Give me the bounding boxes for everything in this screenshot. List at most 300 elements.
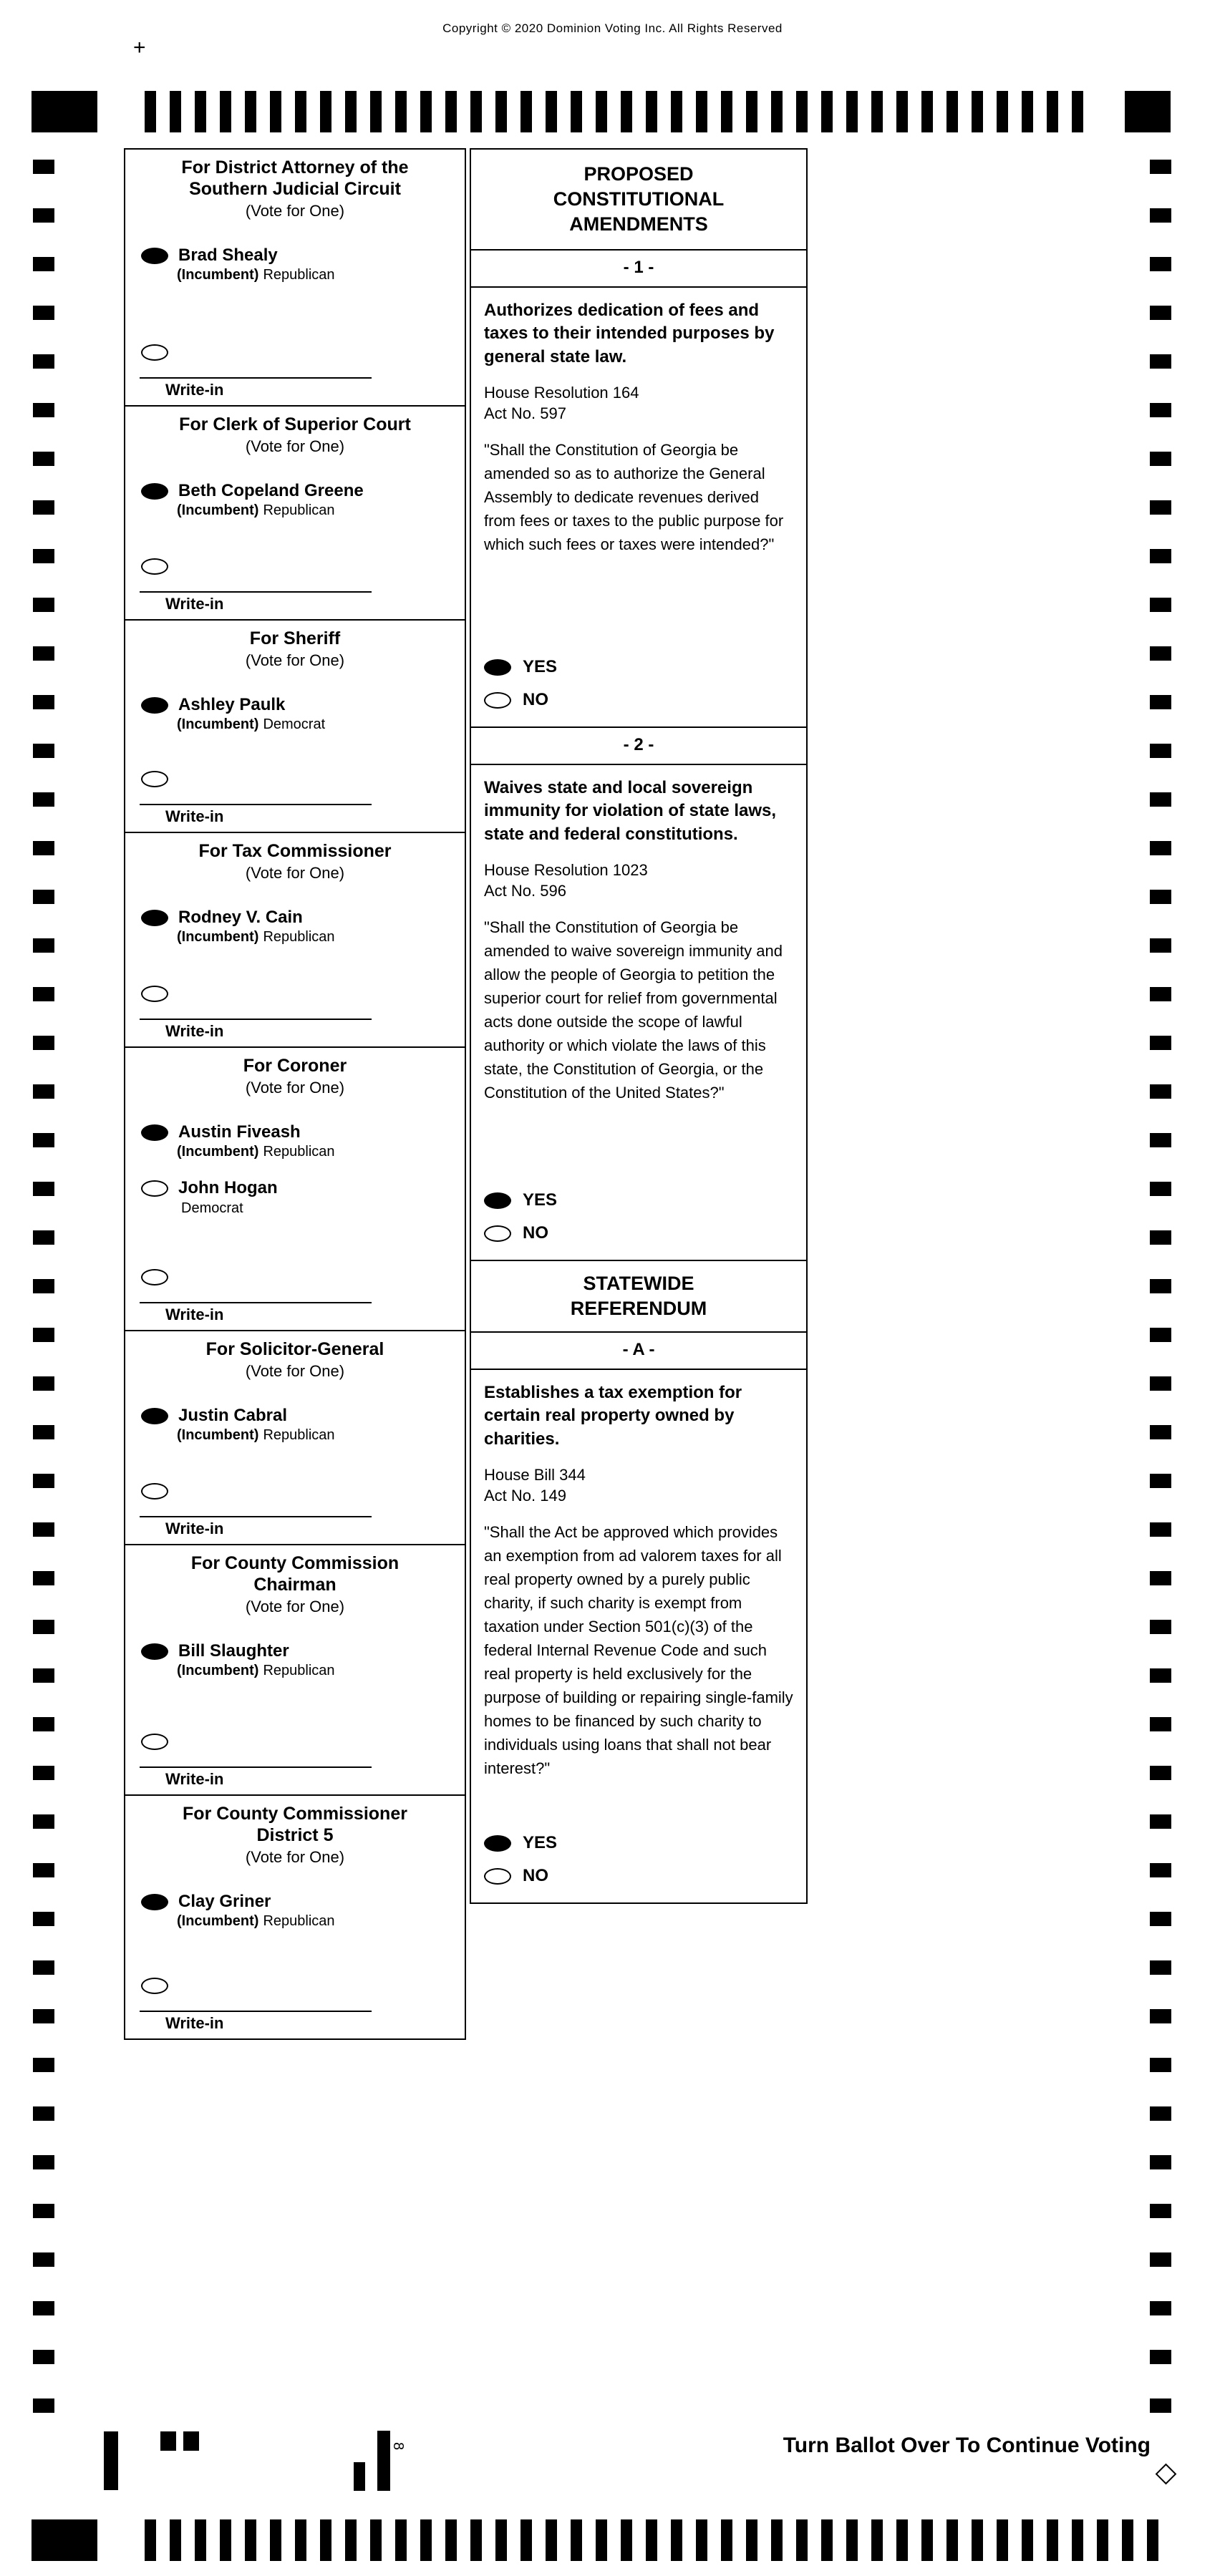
amendments-section-header bbox=[470, 148, 808, 251]
candidate-party bbox=[125, 1427, 465, 1444]
write-in-label: Write-in bbox=[165, 2014, 224, 2032]
timing-mark bbox=[33, 987, 54, 1001]
timing-mark bbox=[33, 1620, 54, 1634]
write-in-line[interactable] bbox=[140, 1766, 372, 1768]
timing-mark bbox=[245, 91, 256, 132]
measure-question: "Shall the Constitution of Georgia be amended so as to authorize the General Assembly to dedicate revenues derived from fees or taxes to the public purpose for which such fees or taxes were intended?" bbox=[484, 441, 784, 554]
timing-mark bbox=[1150, 257, 1171, 271]
yes-option[interactable] bbox=[484, 1184, 793, 1217]
timing-mark bbox=[33, 1522, 54, 1537]
timing-mark bbox=[1150, 160, 1171, 174]
measures-column bbox=[470, 148, 808, 1904]
timing-mark bbox=[33, 257, 54, 271]
race-title-line: For Tax Commissioner bbox=[198, 841, 392, 861]
race-title-line: For District Attorney of the bbox=[181, 157, 409, 178]
write-in-label: Write-in bbox=[165, 1770, 224, 1788]
yes-bubble[interactable] bbox=[484, 1192, 511, 1209]
candidate-party bbox=[125, 1200, 465, 1217]
timing-mark bbox=[354, 2462, 365, 2491]
candidate-option[interactable] bbox=[125, 482, 465, 500]
timing-mark bbox=[33, 306, 54, 320]
timing-mark bbox=[871, 91, 883, 132]
timing-mark bbox=[33, 841, 54, 855]
yes-option[interactable] bbox=[484, 1827, 793, 1860]
incumbent-label: (Incumbent) bbox=[177, 929, 259, 946]
timing-mark bbox=[33, 403, 54, 417]
measure-question: "Shall the Act be approved which provides an exemption from ad valorem taxes for all real property owned by a purely public charity, if such charity is exempt from taxation under Section 501(c)(3) of the federal Internal Revenue Code and such real property is held exclusively for the purpose of building or repairing single-family homes to be financed by such charity to individuals using loans that shall not bear interest?" bbox=[484, 1523, 793, 1778]
measure-summary: Authorizes dedication of fees and taxes to their intended purposes by general state law. bbox=[484, 301, 775, 366]
candidate-bubble[interactable] bbox=[141, 697, 168, 714]
timing-mark bbox=[1150, 1230, 1171, 1245]
party-label: Republican bbox=[263, 1427, 335, 1444]
incumbent-label: (Incumbent) bbox=[177, 267, 259, 283]
timing-mark bbox=[1147, 2519, 1158, 2561]
race-coroner bbox=[124, 1046, 466, 1331]
timing-mark bbox=[1150, 2009, 1171, 2023]
timing-mark bbox=[1150, 1717, 1171, 1731]
write-in-bubble[interactable] bbox=[141, 1978, 168, 1994]
write-in-section bbox=[125, 1269, 465, 1330]
yes-label: YES bbox=[523, 1833, 558, 1852]
write-in-bubble[interactable] bbox=[141, 771, 168, 787]
timing-mark bbox=[896, 2519, 908, 2561]
no-label: NO bbox=[523, 690, 548, 709]
race-title-line: For Sheriff bbox=[249, 628, 341, 648]
candidate-name: Beth Copeland Greene bbox=[178, 481, 364, 500]
timing-mark bbox=[921, 91, 933, 132]
timing-mark bbox=[571, 91, 582, 132]
timing-mark bbox=[32, 2519, 97, 2561]
timing-mark bbox=[746, 91, 757, 132]
party-label: Republican bbox=[263, 267, 335, 283]
candidate-bubble[interactable] bbox=[141, 1180, 168, 1197]
write-in-bubble[interactable] bbox=[141, 1269, 168, 1285]
write-in-section bbox=[125, 986, 465, 1046]
write-in-line[interactable] bbox=[140, 1302, 372, 1303]
candidate-party bbox=[125, 502, 465, 519]
timing-mark bbox=[33, 938, 54, 953]
timing-mark bbox=[1150, 1571, 1171, 1585]
candidate-option[interactable] bbox=[125, 1123, 465, 1142]
timing-mark bbox=[295, 91, 306, 132]
timing-mark bbox=[1150, 1182, 1171, 1196]
timing-mark bbox=[921, 2519, 933, 2561]
timing-mark bbox=[1150, 500, 1171, 515]
candidate-option[interactable] bbox=[125, 246, 465, 265]
write-in-label: Write-in bbox=[165, 807, 224, 825]
vote-for-instruction: (Vote for One) bbox=[245, 651, 345, 669]
timing-mark bbox=[1150, 208, 1171, 223]
race-title bbox=[125, 1552, 465, 1595]
yes-bubble[interactable] bbox=[484, 659, 511, 676]
no-option[interactable] bbox=[484, 684, 793, 716]
write-in-line[interactable] bbox=[140, 1516, 372, 1517]
race-title-line: Chairman bbox=[253, 1575, 336, 1595]
yes-bubble[interactable] bbox=[484, 1835, 511, 1852]
party-label: Democrat bbox=[181, 1200, 243, 1216]
candidate-bubble[interactable] bbox=[141, 910, 168, 926]
timing-mark bbox=[220, 91, 231, 132]
race-title-line: For Coroner bbox=[243, 1056, 347, 1076]
write-in-line[interactable] bbox=[140, 1019, 372, 1020]
candidate-option[interactable] bbox=[125, 1406, 465, 1425]
timing-mark bbox=[195, 91, 206, 132]
timing-mark bbox=[1125, 91, 1171, 132]
candidate-party bbox=[125, 1144, 465, 1160]
no-label: NO bbox=[523, 1866, 548, 1885]
candidate-bubble[interactable] bbox=[141, 483, 168, 500]
timing-mark bbox=[1150, 1474, 1171, 1488]
timing-mark bbox=[1150, 598, 1171, 612]
timing-mark bbox=[1150, 695, 1171, 709]
no-bubble[interactable] bbox=[484, 1225, 511, 1242]
write-in-bubble[interactable] bbox=[141, 344, 168, 361]
timing-mark bbox=[33, 500, 54, 515]
candidate-party bbox=[125, 267, 465, 283]
section-header-line: CONSTITUTIONAL bbox=[553, 188, 725, 210]
candidate-option[interactable] bbox=[125, 696, 465, 714]
timing-mark bbox=[33, 2155, 54, 2169]
timing-mark bbox=[946, 2519, 958, 2561]
timing-mark bbox=[495, 2519, 507, 2561]
timing-mark bbox=[470, 91, 482, 132]
referendum-section-header bbox=[470, 1260, 808, 1333]
measure-reference-line: Act No. 596 bbox=[484, 881, 566, 900]
timing-mark bbox=[33, 160, 54, 174]
candidate-bubble[interactable] bbox=[141, 1408, 168, 1424]
candidate-option[interactable] bbox=[125, 908, 465, 927]
timing-mark bbox=[696, 91, 707, 132]
timing-mark bbox=[1150, 2398, 1171, 2413]
write-in-line[interactable] bbox=[140, 2011, 372, 2012]
race-title-line: For Clerk of Superior Court bbox=[179, 414, 411, 434]
write-in-bubble[interactable] bbox=[141, 1483, 168, 1500]
write-in-label: Write-in bbox=[165, 1520, 224, 1537]
timing-mark bbox=[445, 2519, 457, 2561]
race-clerk-superior-court bbox=[124, 405, 466, 621]
timing-mark bbox=[596, 91, 607, 132]
timing-mark bbox=[270, 91, 281, 132]
vote-for-instruction: (Vote for One) bbox=[245, 1362, 345, 1380]
timing-mark bbox=[1072, 91, 1083, 132]
candidate-party bbox=[125, 1663, 465, 1679]
timing-mark bbox=[796, 91, 808, 132]
race-title-line: For Solicitor-General bbox=[205, 1339, 384, 1359]
no-option[interactable] bbox=[484, 1217, 793, 1250]
timing-mark bbox=[1150, 1522, 1171, 1537]
timing-mark bbox=[33, 1036, 54, 1050]
referendum-a bbox=[470, 1331, 808, 1904]
timing-mark bbox=[546, 2519, 557, 2561]
timing-mark bbox=[821, 2519, 833, 2561]
timing-mark bbox=[33, 2350, 54, 2364]
timing-mark bbox=[972, 91, 983, 132]
timing-mark bbox=[771, 91, 783, 132]
write-in-bubble[interactable] bbox=[141, 986, 168, 1002]
amendment-1 bbox=[470, 249, 808, 728]
timing-mark bbox=[1150, 1912, 1171, 1926]
timing-mark bbox=[145, 91, 156, 132]
candidate-name: Rodney V. Cain bbox=[178, 908, 303, 927]
candidate-bubble[interactable] bbox=[141, 1894, 168, 1910]
timing-mark bbox=[520, 91, 532, 132]
candidate-races-column bbox=[124, 148, 466, 2040]
timing-mark bbox=[821, 91, 833, 132]
timing-mark bbox=[33, 1328, 54, 1342]
amendment-2 bbox=[470, 726, 808, 1261]
timing-mark bbox=[1150, 646, 1171, 661]
timing-mark bbox=[1047, 2519, 1058, 2561]
timing-mark bbox=[420, 91, 432, 132]
section-header-line: AMENDMENTS bbox=[569, 213, 708, 235]
write-in-section bbox=[125, 344, 465, 405]
timing-mark bbox=[370, 2519, 382, 2561]
race-title bbox=[125, 840, 465, 862]
write-in-bubble[interactable] bbox=[141, 558, 168, 575]
measure-summary: Waives state and local sovereign immunity for violation of state laws, state and federal constitutions. bbox=[484, 778, 777, 844]
timing-mark bbox=[270, 2519, 281, 2561]
timing-mark bbox=[33, 1084, 54, 1099]
measure-reference-line: House Resolution 1023 bbox=[484, 861, 648, 880]
timing-mark bbox=[646, 91, 657, 132]
timing-mark bbox=[33, 792, 54, 807]
timing-mark bbox=[596, 2519, 607, 2561]
yes-option[interactable] bbox=[484, 651, 793, 684]
timing-mark bbox=[170, 2519, 181, 2561]
timing-mark bbox=[33, 1133, 54, 1147]
write-in-section bbox=[125, 771, 465, 832]
candidate-name: Clay Griner bbox=[178, 1892, 271, 1911]
write-in-line[interactable] bbox=[140, 804, 372, 805]
timing-mark bbox=[33, 1668, 54, 1683]
write-in-section bbox=[125, 558, 465, 619]
incumbent-label: (Incumbent) bbox=[177, 716, 259, 733]
timing-mark bbox=[395, 2519, 407, 2561]
timing-mark bbox=[160, 2431, 176, 2451]
timing-mark bbox=[495, 91, 507, 132]
race-tax-commissioner bbox=[124, 832, 466, 1048]
candidate-bubble[interactable] bbox=[141, 1124, 168, 1141]
party-label: Republican bbox=[263, 1663, 335, 1679]
timing-mark bbox=[33, 1912, 54, 1926]
timing-mark bbox=[345, 2519, 357, 2561]
timing-mark bbox=[33, 452, 54, 466]
timing-mark bbox=[520, 2519, 532, 2561]
timing-mark bbox=[1022, 91, 1033, 132]
write-in-section bbox=[125, 1734, 465, 1794]
timing-mark bbox=[33, 1425, 54, 1439]
timing-mark bbox=[1150, 1863, 1171, 1877]
candidate-name: Brad Shealy bbox=[178, 246, 278, 265]
candidate-option[interactable] bbox=[125, 1642, 465, 1661]
timing-mark bbox=[1150, 1376, 1171, 1391]
timing-mark bbox=[846, 91, 858, 132]
timing-mark bbox=[721, 91, 732, 132]
timing-mark bbox=[846, 2519, 858, 2561]
timing-mark bbox=[320, 2519, 331, 2561]
timing-mark bbox=[33, 695, 54, 709]
timing-mark bbox=[33, 2252, 54, 2267]
write-in-section bbox=[125, 1978, 465, 2038]
timing-mark bbox=[170, 91, 181, 132]
measure-reference bbox=[471, 1451, 806, 1506]
registration-diamond-mark bbox=[1156, 2464, 1177, 2485]
timing-mark bbox=[1150, 2058, 1171, 2072]
timing-mark bbox=[33, 2398, 54, 2413]
yes-label: YES bbox=[523, 657, 558, 676]
timing-mark bbox=[445, 91, 457, 132]
timing-mark bbox=[33, 1376, 54, 1391]
timing-mark bbox=[1150, 1766, 1171, 1780]
timing-mark bbox=[1150, 1960, 1171, 1975]
write-in-label: Write-in bbox=[165, 1022, 224, 1040]
race-solicitor-general bbox=[124, 1330, 466, 1545]
timing-mark bbox=[33, 646, 54, 661]
candidate-bubble[interactable] bbox=[141, 1643, 168, 1660]
measure-number: - 2 - bbox=[471, 728, 806, 765]
timing-mark bbox=[183, 2431, 199, 2451]
write-in-line[interactable] bbox=[140, 591, 372, 593]
timing-mark bbox=[1022, 2519, 1033, 2561]
measure-reference bbox=[471, 846, 806, 901]
timing-mark bbox=[696, 2519, 707, 2561]
timing-mark bbox=[33, 1814, 54, 1829]
measure-vote-options bbox=[471, 1827, 806, 1902]
timing-mark bbox=[295, 2519, 306, 2561]
timing-mark bbox=[33, 1230, 54, 1245]
timing-mark bbox=[1150, 1668, 1171, 1683]
race-title bbox=[125, 414, 465, 435]
race-title bbox=[125, 157, 465, 200]
write-in-label: Write-in bbox=[165, 595, 224, 613]
party-label: Republican bbox=[263, 929, 335, 946]
timing-mark bbox=[546, 91, 557, 132]
timing-mark bbox=[33, 1571, 54, 1585]
timing-mark bbox=[1097, 2519, 1108, 2561]
incumbent-label: (Incumbent) bbox=[177, 502, 259, 519]
no-label: NO bbox=[523, 1223, 548, 1243]
candidate-party bbox=[125, 1913, 465, 1930]
candidate-name: Justin Cabral bbox=[178, 1406, 288, 1425]
timing-mark bbox=[671, 91, 682, 132]
write-in-bubble[interactable] bbox=[141, 1734, 168, 1750]
write-in-label: Write-in bbox=[165, 381, 224, 399]
timing-mark bbox=[646, 2519, 657, 2561]
candidate-option[interactable] bbox=[125, 1179, 465, 1197]
timing-mark bbox=[33, 890, 54, 904]
timing-mark bbox=[33, 598, 54, 612]
no-bubble[interactable] bbox=[484, 1868, 511, 1885]
timing-mark bbox=[796, 2519, 808, 2561]
timing-mark bbox=[1150, 354, 1171, 369]
timing-mark bbox=[33, 744, 54, 758]
timing-mark bbox=[771, 2519, 783, 2561]
race-district-attorney bbox=[124, 148, 466, 407]
timing-mark bbox=[1150, 1133, 1171, 1147]
no-bubble[interactable] bbox=[484, 692, 511, 709]
candidate-name: Austin Fiveash bbox=[178, 1122, 301, 1142]
timing-mark bbox=[621, 91, 632, 132]
timing-mark bbox=[33, 1766, 54, 1780]
timing-mark bbox=[33, 1960, 54, 1975]
timing-mark bbox=[470, 2519, 482, 2561]
timing-mark bbox=[1072, 2519, 1083, 2561]
measure-number: - 1 - bbox=[471, 251, 806, 288]
timing-mark bbox=[946, 91, 958, 132]
measure-reference-line: House Resolution 164 bbox=[484, 384, 639, 402]
timing-mark bbox=[972, 2519, 983, 2561]
timing-mark bbox=[395, 91, 407, 132]
incumbent-label: (Incumbent) bbox=[177, 1913, 259, 1930]
timing-mark bbox=[1150, 1620, 1171, 1634]
timing-mark bbox=[1150, 1084, 1171, 1099]
timing-mark bbox=[370, 91, 382, 132]
timing-mark bbox=[1150, 987, 1171, 1001]
write-in-line[interactable] bbox=[140, 377, 372, 379]
timing-mark bbox=[671, 2519, 682, 2561]
write-in-section bbox=[125, 1483, 465, 1544]
timing-mark bbox=[104, 2431, 118, 2490]
candidate-name: Bill Slaughter bbox=[178, 1641, 289, 1661]
timing-mark bbox=[1150, 2106, 1171, 2121]
timing-mark bbox=[32, 91, 97, 132]
print-artifact-glyph: 8 bbox=[390, 2441, 407, 2451]
race-title bbox=[125, 1338, 465, 1360]
timing-mark bbox=[997, 91, 1008, 132]
measure-reference-line: House Bill 344 bbox=[484, 1466, 586, 1484]
timing-mark bbox=[1150, 744, 1171, 758]
timing-mark bbox=[345, 91, 357, 132]
timing-mark bbox=[33, 2204, 54, 2218]
timing-mark bbox=[1150, 841, 1171, 855]
timing-mark bbox=[33, 1279, 54, 1293]
timing-mark bbox=[33, 2106, 54, 2121]
candidate-bubble[interactable] bbox=[141, 248, 168, 264]
timing-mark bbox=[195, 2519, 206, 2561]
timing-mark bbox=[1150, 2252, 1171, 2267]
party-label: Democrat bbox=[263, 716, 326, 733]
timing-mark bbox=[1150, 2301, 1171, 2315]
vote-for-instruction: (Vote for One) bbox=[245, 1079, 345, 1097]
timing-mark bbox=[33, 1182, 54, 1196]
no-option[interactable] bbox=[484, 1860, 793, 1892]
race-title-line: Southern Judicial Circuit bbox=[189, 179, 401, 199]
vote-for-instruction: (Vote for One) bbox=[245, 1848, 345, 1866]
timing-mark bbox=[245, 2519, 256, 2561]
timing-mark bbox=[1150, 403, 1171, 417]
timing-mark bbox=[1150, 1036, 1171, 1050]
race-title bbox=[125, 1055, 465, 1076]
race-title-line: For County Commissioner bbox=[183, 1804, 407, 1824]
timing-mark bbox=[33, 2058, 54, 2072]
timing-mark bbox=[1150, 938, 1171, 953]
timing-mark bbox=[1150, 2204, 1171, 2218]
timing-mark bbox=[420, 2519, 432, 2561]
measure-vote-options bbox=[471, 1184, 806, 1260]
measure-reference bbox=[471, 369, 806, 424]
candidate-option[interactable] bbox=[125, 1892, 465, 1911]
race-title bbox=[125, 1803, 465, 1846]
section-header-text bbox=[471, 155, 806, 244]
measure-summary: Establishes a tax exemption for certain real property owned by charities. bbox=[484, 1383, 742, 1449]
measure-number: - A - bbox=[471, 1333, 806, 1370]
measure-vote-options bbox=[471, 651, 806, 726]
timing-mark bbox=[1150, 2155, 1171, 2169]
measure-question: "Shall the Constitution of Georgia be amended to waive sovereign immunity and allow the people of Georgia to petition the superior court for relief from governmental acts done outside the scope of lawful authority or which violate the laws of this state, the Constitution of Georgia, or the Constitution of the United States?" bbox=[484, 918, 783, 1102]
timing-mark bbox=[1150, 306, 1171, 320]
timing-mark bbox=[377, 2431, 390, 2491]
timing-mark bbox=[320, 91, 331, 132]
